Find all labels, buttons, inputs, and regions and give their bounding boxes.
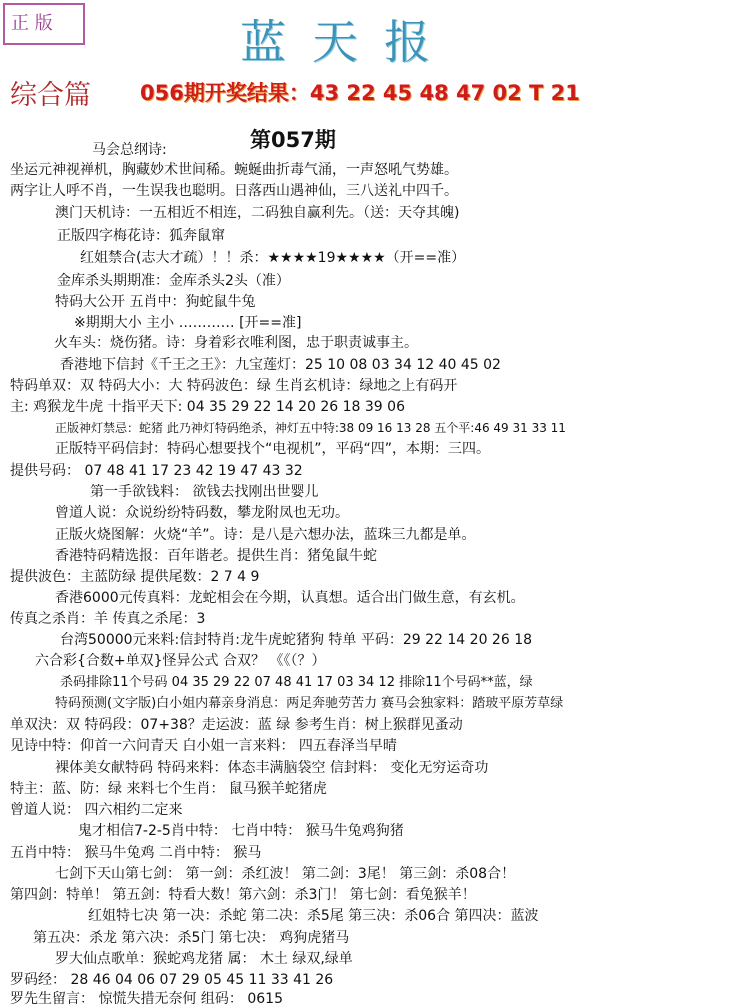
text-line: 香港地下信封《千王之王》：九宝莲灯：25 10 08 03 34 12 40 45 02	[60, 357, 501, 373]
text-line: 金库杀头期期准：金库杀头2头（准）	[57, 273, 290, 289]
text-line: 罗码经： 28 46 04 06 07 29 05 45 11 33 41 26	[10, 972, 334, 988]
text-line: 曾道人说：众说纷纷特码数，攀龙附凤也无功。	[55, 505, 349, 521]
text-line: 火车头：烧伤猪。诗：身着彩衣唯利图，忠于职责诚事主。	[54, 335, 418, 351]
text-line: 七剑下天山第七剑： 第一剑：杀红波！ 第二剑：3尾！ 第三剑：杀08合！	[55, 866, 516, 882]
text-line: 第一手欲钱料： 欲钱去找刚出世婴儿	[90, 484, 319, 500]
text-line: 澳门天机诗：一五相近不相连，二码独自赢利先。（送：天夺其魄)	[55, 205, 460, 221]
text-line: 正版特平码信封：特码心想要找个“电视机”，平码“四”，本期：三四。	[55, 441, 491, 457]
text-line: ※期期大小 主小 ………… [开==准]	[74, 315, 302, 331]
text-line: 见诗中特：仰首一六问青天 白小姐一言来料： 四五春泽当早晴	[10, 738, 397, 754]
text-line: 五肖中特： 猴马牛兔鸡 二肖中特： 猴马	[10, 845, 262, 861]
issue-number: 第057期	[250, 128, 336, 152]
text-line: 第五决：杀龙 第六决：杀5门 第七决： 鸡狗虎猪马	[33, 930, 350, 946]
text-line: 鬼才相信7-2-5肖中特： 七肖中特： 猴马牛兔鸡狗猪	[78, 823, 404, 839]
text-line: 香港6000元传真料：龙蛇相会在今期，认真想。适合出门做生意，有玄机。	[55, 590, 525, 606]
text-line: 杀码排除11个号码 04 35 29 22 07 48 41 17 03 34 12 排除11个号码**蓝，绿	[60, 675, 533, 690]
text-line: 香港特码精选报：百年谐老。提供生肖：猪兔鼠牛蛇	[55, 548, 377, 564]
text-line: 提供波色：主蓝防绿 提供尾数：2 7 4 9	[10, 569, 260, 585]
newspaper-title: 蓝天报	[240, 15, 456, 69]
genuine-stamp: 正 版	[3, 3, 85, 45]
section-label: 综合篇	[10, 80, 91, 111]
text-line: 特主：蓝、防：绿 来料七个生肖： 鼠马猴羊蛇猪虎	[10, 781, 327, 797]
text-line: 坐运元神视禅机，胸藏妙术世间稀。蜿蜒曲折毒气涌，一声怒吼气势雄。	[10, 162, 458, 178]
text-line: 主: 鸡猴龙牛虎 十指平天下: 04 35 29 22 14 20 26 18 39 06	[10, 399, 405, 415]
text-line: 提供号码： 07 48 41 17 23 42 19 47 43 32	[10, 463, 303, 479]
text-line: 罗先生留言： 惊慌失措无奈何 组码： 0615	[10, 991, 283, 1007]
text-line: 单双決：双 特码段：07+38？走运波：蓝 绿 参考生肖：树上猴群见蚤动	[10, 717, 463, 733]
previous-draw-result: 056期开奖结果：43 22 45 48 47 02 T 21	[140, 81, 580, 105]
text-line: 马会总纲诗:	[92, 142, 167, 158]
text-line: 正版火烧图解：火烧“羊”。诗：是八是六想办法，蓝珠三九都是单。	[55, 527, 476, 543]
text-line: 罗大仙点歌单：猴蛇鸡龙猪 属： 木土 绿双,绿单	[55, 951, 353, 967]
text-line: 红姐禁合(志大才疏）！！杀：★★★★19★★★★（开==准）	[80, 250, 466, 266]
text-line: 传真之杀肖：羊 传真之杀尾：3	[10, 611, 206, 627]
text-line: 六合彩{合数+单双}怪异公式 合双？ 《《（？）	[35, 653, 326, 669]
text-line: 特码单双：双 特码大小：大 特码波色：绿 生肖玄机诗：绿地之上有码开	[10, 378, 458, 394]
text-line: 两字让人呼不肖，一生误我也聪明。日落西山遇神仙，三八送礼中四千。	[10, 183, 458, 199]
text-line: 特码大公开 五肖中：狗蛇鼠牛兔	[55, 294, 256, 310]
text-line: 红姐特七决 第一决：杀蛇 第二决：杀5尾 第三决：杀06合 第四决：蓝波	[88, 908, 539, 924]
text-line: 裸体美女献特码 特码来料：体态丰满脑袋空 信封料： 变化无穷运奇功	[55, 760, 489, 776]
text-line: 正版四字梅花诗：狐奔鼠窜	[57, 228, 225, 244]
text-line: 台湾50000元来料:信封特肖:龙牛虎蛇猪狗 特单 平码：29 22 14 20 26 18	[60, 632, 533, 648]
text-line: 第四剑：特单！ 第五剑：特看大数！第六剑：杀3门！ 第七剑：看兔猴羊！	[10, 887, 476, 903]
text-line: 曾道人说： 四六相约二定来	[10, 802, 183, 818]
text-line: 特码预测(文字版)白小姐内幕亲身消息：两足奔驰劳苦力 赛马会独家料：踏玻平原芳草绿	[55, 696, 564, 711]
text-line: 正版神灯禁忌：蛇猪 此乃神灯特码绝杀，神灯五中特:38 09 16 13 28 五个平:46 49 31 33 11	[55, 421, 566, 435]
